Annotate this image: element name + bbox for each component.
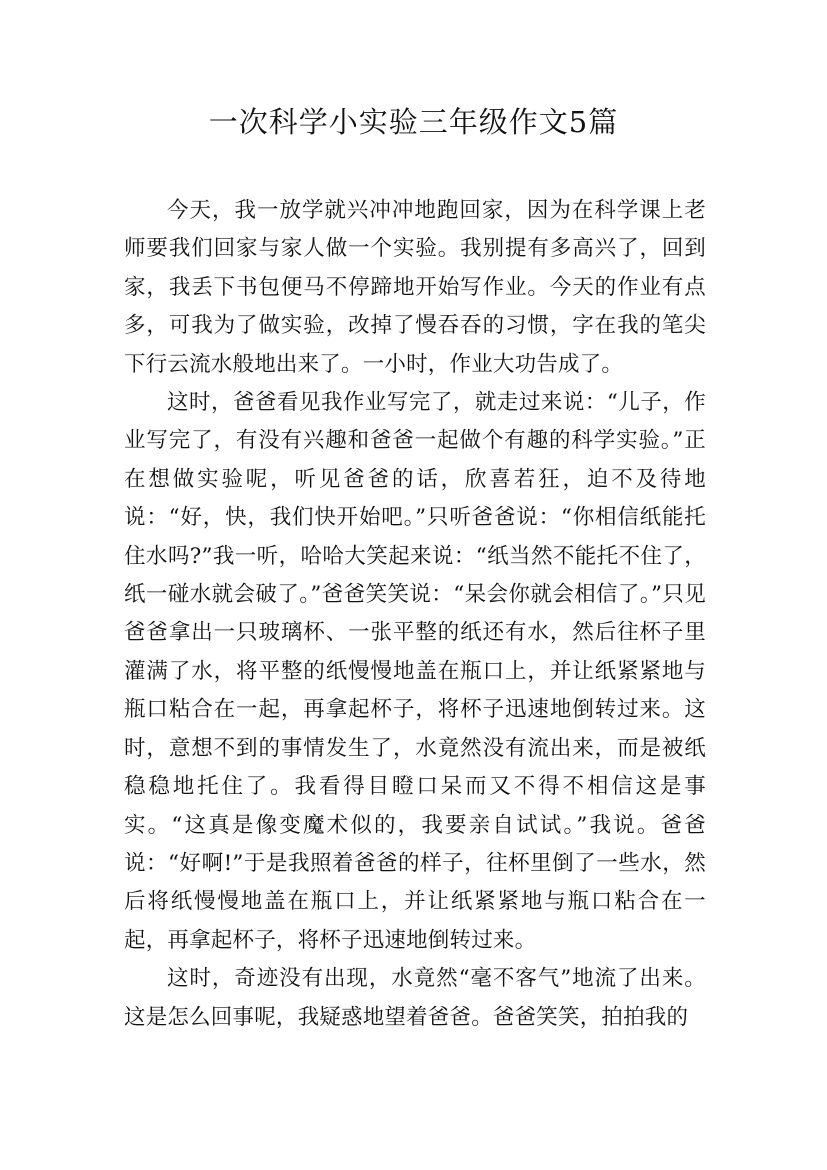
paragraph-3: 这时，奇迹没有出现，水竟然“毫不客气”地流了出来。这是怎么回事呢，我疑惑地望着爸爸。爸爸笑笑，拍拍我的 [124, 966, 706, 1030]
document-body [124, 192, 706, 1037]
document-title: 一次科学小实验三年级作文5篇 [208, 105, 619, 139]
paragraph-1: 今天，我一放学就兴冲冲地跑回家，因为在科学课上老师要我们回家与家人做一个实验。我别提有多高兴了，回到家，我丢下书包便马不停蹄地开始写作业。今天的作业有点多，可我为了做实验，改掉了慢吞吞的习惯，字在我的笔尖下行云流水般地出来了。一小时，作业大功告成了。 [124, 198, 706, 377]
paragraph-2: 这时，爸爸看见我作业写完了，就走过来说：“儿子，作业写完了，有没有兴趣和爸爸一起做个有趣的科学实验。”正在想做实验呢，听见爸爸的话，欣喜若狂，迫不及待地说：“好，快，我们快开始吧。”只听爸爸说：“你相信纸能托住水吗?”我一听，哈哈大笑起来说：“纸当然不能托不住了，纸一碰水就会破了。”爸爸笑笑说：“呆会你就会相信了。”只见爸爸拿出一只玻璃杯、一张平整的纸还有水，然后往杯子里灌满了水，将平整的纸慢慢地盖在瓶口上，并让纸紧紧地与瓶口粘合在一起，再拿起杯子，将杯子迅速地倒转过来。这时，意想不到的事情发生了，水竟然没有流出来，而是被纸稳稳地托住了。我看得目瞪口呆而又不得不相信这是事实。“这真是像变魔术似的，我要亲自试试。”我说。爸爸说：“好啊!”于是我照着爸爸的样子，往杯里倒了一些水，然后将纸慢慢地盖在瓶口上，并让纸紧紧地与瓶口粘合在一起，再拿起杯子，将杯子迅速地倒转过来。 [124, 390, 706, 953]
